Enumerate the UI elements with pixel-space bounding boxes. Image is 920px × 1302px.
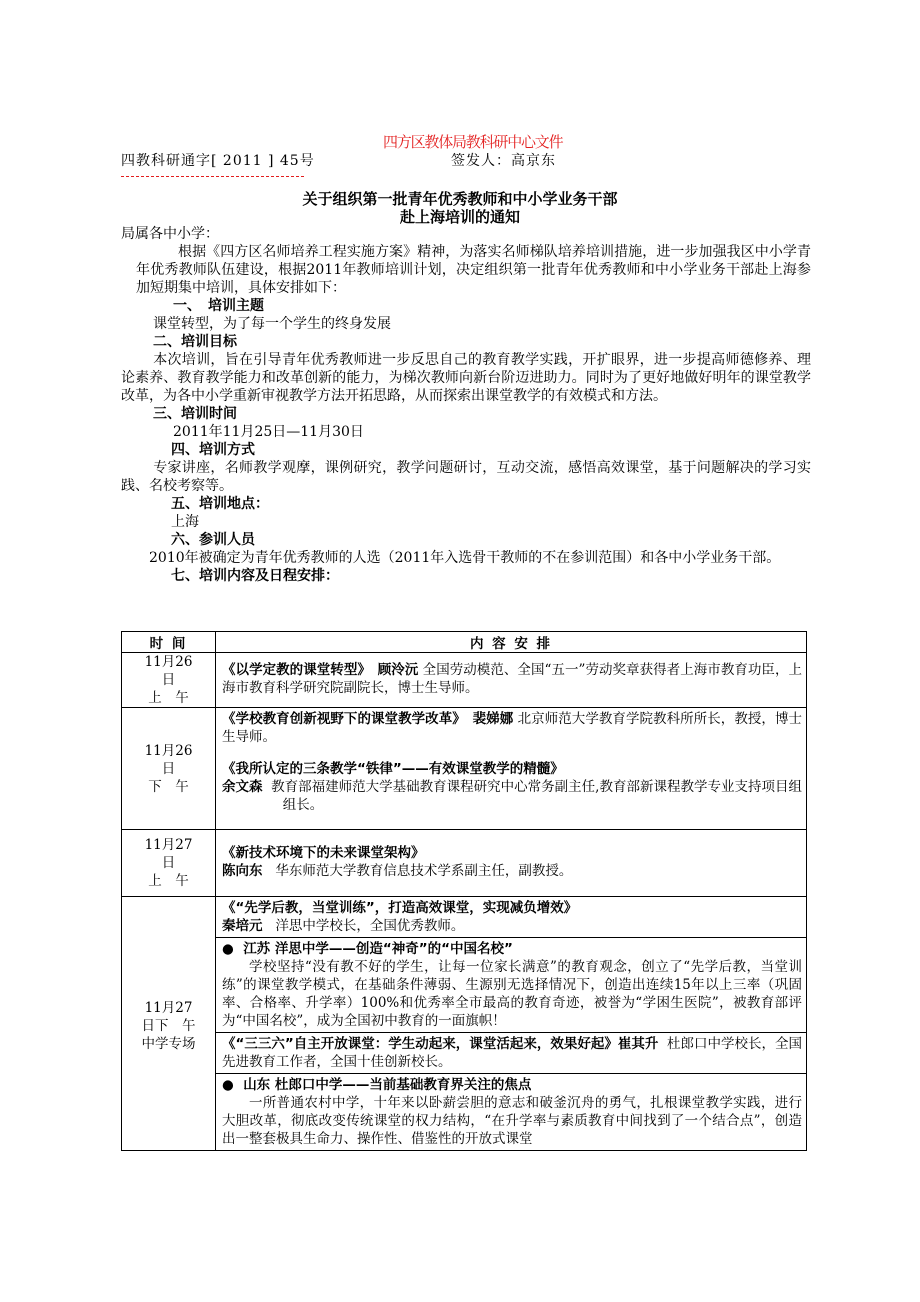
time-day: 日 xyxy=(161,761,176,777)
time-period: 上 午 xyxy=(148,690,189,706)
column-header-time: 时 间 xyxy=(122,632,216,653)
time-period: 上 午 xyxy=(148,873,189,889)
time-date: 11月26 xyxy=(144,654,193,670)
time-day: 日 xyxy=(161,855,176,871)
school-heading: 江苏 洋思中学——创造“神奇”的“中国名校” xyxy=(243,941,513,957)
section-2-body: 本次培训，旨在引导青年优秀教师进一步反思自己的教育教学实践，开扩眼界，进一步提高师德修养、理论素养、教育教学能力和改革创新的能力，为梯次教师向新台阶迈进助力。同时为了更好地做好明年的课堂教学改革，为各中小学重新审视教学方法开拓思路，从而探索出课堂教学的有效模式和方法。 xyxy=(121,352,811,404)
session-title: 《我所认定的三条教学“铁律”——有效课堂教学的精髓》 xyxy=(222,761,564,777)
notice-title-line2: 赴上海培训的通知 xyxy=(399,208,520,226)
speaker-name: 余文森 xyxy=(222,779,263,795)
session-description: 教育部福建师范大学基础教育课程研究中心常务副主任,教育部新课程教学专业支持项目组组长。 xyxy=(271,779,802,813)
time-day: 日 xyxy=(161,672,176,688)
session-title: 《“三三六”自主开放课堂：学生动起来，课堂活起来，效果好起》崔其升 xyxy=(222,1036,659,1052)
school-description: 学校坚持“没有教不好的学生，让每一位家长满意”的教育观念，创立了“先学后教，当堂训练”的课堂教学模式，在基础条件薄弱、生源别无选择情况下，创造出连续15年以上三率（巩固率、合格率、升学率）100%和优秀率全市最高的教育奇迹，被誉为“学困生医院”，被教育部评为“中国名校”，成为全国初中教育的一面旗帜！ xyxy=(222,959,802,1029)
speaker-name: 陈向东 xyxy=(222,863,263,879)
session-title: 《新技术环境下的未来课堂架构》 xyxy=(222,845,425,861)
session-description: 全国劳动模范、全国“五一”劳动奖章获得者上海市教育功臣，上海市教育科学研究院副院长，博士生导师。 xyxy=(222,662,803,696)
document-number: 四教科研通字[ 2011 ] 45号 xyxy=(121,153,315,169)
content-cell xyxy=(216,653,807,708)
school-description: 一所普通农村中学，十年来以卧薪尝胆的意志和破釜沉舟的勇气，扎根课堂教学实践，进行大胆改革，彻底改变传统课堂的权力结构，“在升学率与素质教育中间找到了一个结合点”，创造出一整套极具生命力、操作性、借鉴性的开放式课堂 xyxy=(222,1095,802,1147)
org-header-title: 四方区教体局教科研中心文件 xyxy=(383,133,563,151)
section-4-heading: 四、培训方式 xyxy=(171,442,255,458)
table-row xyxy=(122,830,807,897)
section-6-heading: 六、参训人员 xyxy=(171,532,255,548)
salutation: 局属各中小学： xyxy=(121,226,219,242)
section-3-body: 2011年11月25日—11月30日 xyxy=(173,424,364,440)
session-description: 北京师范大学教育学院教科所所长，教授，博士生导师。 xyxy=(222,711,803,745)
section-6-body: 2010年被确定为青年优秀教师的人选（2011年入选骨干教师的不在参训范围）和各中小学业务干部。 xyxy=(149,550,781,566)
time-cell xyxy=(122,708,216,830)
table-row xyxy=(122,708,807,830)
section-1-heading: 一、 培训主题 xyxy=(173,298,264,314)
table-row xyxy=(122,897,807,1151)
content-cell xyxy=(216,830,807,897)
time-date: 11月27 xyxy=(144,837,193,853)
notice-body xyxy=(121,225,811,585)
session-entry xyxy=(216,897,806,937)
session-entry xyxy=(216,653,806,699)
session-title: 《学校教育创新视野下的课堂教学改革》 裴娣娜 xyxy=(222,711,514,727)
table-row xyxy=(122,653,807,708)
notice-title-line1: 关于组织第一批青年优秀教师和中小学业务干部 xyxy=(302,190,618,208)
intro-paragraph: 根据《四方区名师培养工程实施方案》精神，为落实名师梯队培养培训措施，进一步加强我区中小学青年优秀教师队伍建设，根据2011年教师培训计划，决定组织第一批青年优秀教师和中小学业务干部赴上海参加短期集中培训，具体安排如下： xyxy=(136,244,811,296)
bullet-icon: ● xyxy=(222,941,234,957)
column-header-content: 内 容 安 排 xyxy=(216,632,807,653)
time-cell xyxy=(122,653,216,708)
section-7-heading: 七、培训内容及日程安排： xyxy=(171,568,339,584)
session-entry xyxy=(216,830,806,882)
session-entry xyxy=(216,748,806,816)
session-title: 《“先学后教，当堂训练”，打造高效课堂，实现减负增效》 xyxy=(222,900,578,916)
session-description: 杜郎口中学校长，全国先进教育工作者，全国十佳创新校长。 xyxy=(222,1036,803,1070)
session-description: 洋思中学校长，全国优秀教师。 xyxy=(275,918,465,934)
time-day: 日下 午 xyxy=(141,1018,196,1034)
time-date: 11月26 xyxy=(144,743,193,759)
section-1-body: 课堂转型，为了每一个学生的终身发展 xyxy=(153,316,391,332)
session-description: 华东师范大学教育信息技术学系副主任，副教授。 xyxy=(275,863,573,879)
content-cell xyxy=(216,708,807,830)
time-date: 11月27 xyxy=(144,1000,193,1016)
content-cell xyxy=(216,897,807,1151)
section-5-body: 上海 xyxy=(171,514,199,530)
section-2-heading: 二、培训目标 xyxy=(153,334,237,350)
session-entry xyxy=(216,708,806,748)
bullet-icon: ● xyxy=(222,1077,234,1093)
schedule-table xyxy=(121,631,807,1151)
time-period: 下 午 xyxy=(148,779,189,795)
time-period: 中学专场 xyxy=(141,1036,196,1052)
session-entry xyxy=(216,1032,806,1073)
section-3-heading: 三、培训时间 xyxy=(153,406,237,422)
time-cell xyxy=(122,897,216,1151)
speaker-name: 秦培元 xyxy=(222,918,263,934)
section-4-body: 专家讲座，名师教学观摩，课例研究，教学问题研讨，互动交流，感悟高效课堂，基于问题解决的学习实践、名校考察等。 xyxy=(121,460,811,494)
table-header-row xyxy=(122,632,807,653)
session-title: 《以学定教的课堂转型》 顾泠沅 xyxy=(222,662,419,678)
time-cell xyxy=(122,830,216,897)
school-heading: 山东 杜郎口中学——当前基础教育界关注的焦点 xyxy=(243,1077,532,1093)
school-profile xyxy=(216,1073,806,1150)
school-profile xyxy=(216,937,806,1032)
signer: 签发人：高京东 xyxy=(451,153,556,169)
red-divider xyxy=(121,176,304,177)
section-5-heading: 五、培训地点： xyxy=(171,496,269,512)
